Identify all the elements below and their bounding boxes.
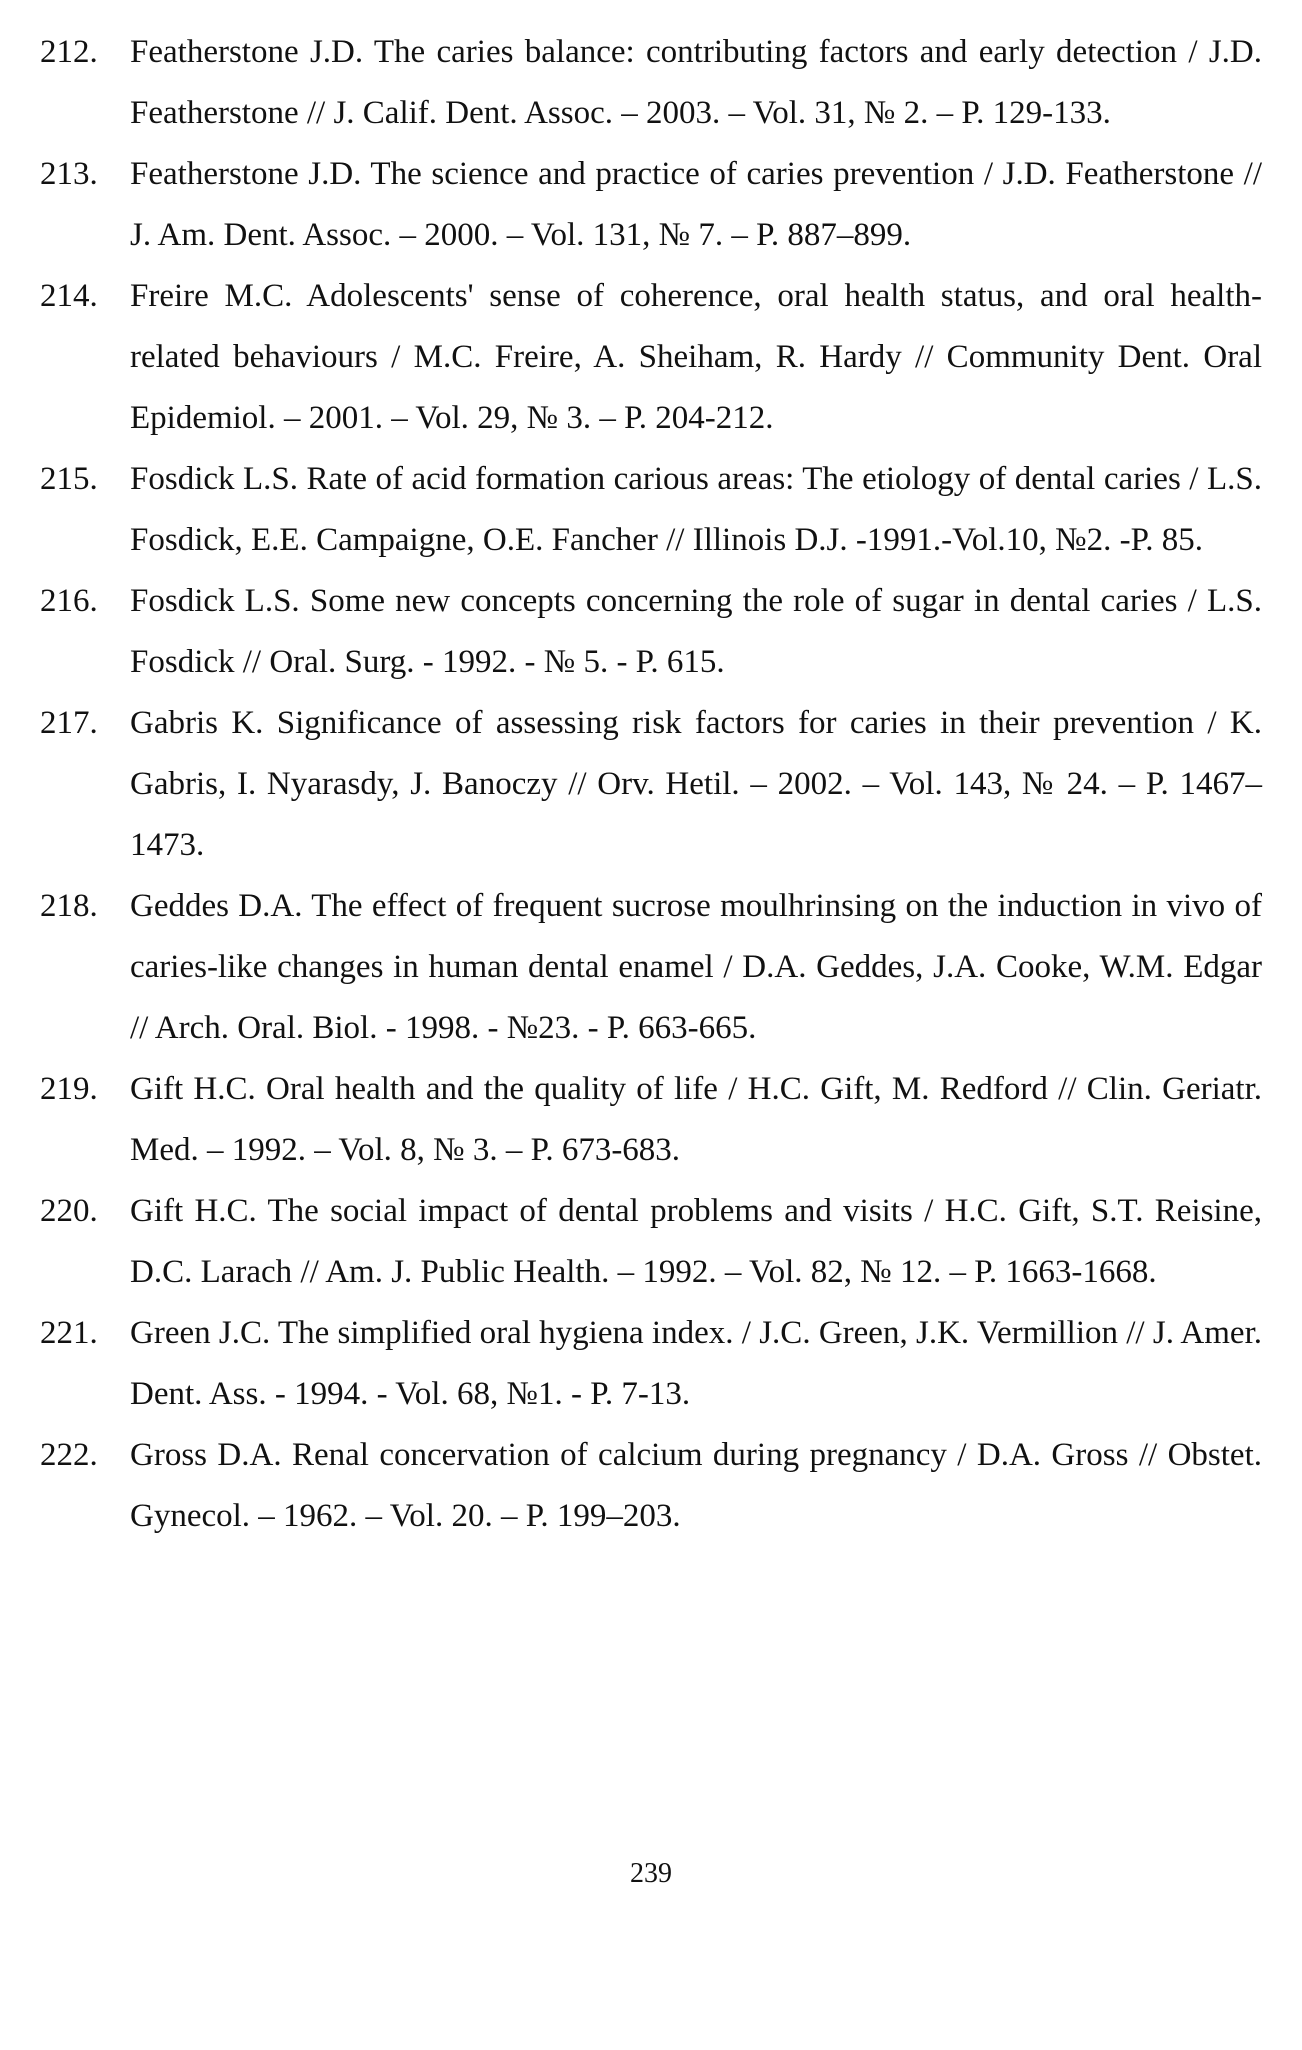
reference-item xyxy=(40,449,1262,571)
reference-text: Gross D.A. Renal concervation of calcium during pregnancy / D.A. Gross // Obstet. Gynecol. – 1962. – Vol. 20. – P. 199–203. xyxy=(130,1437,1262,1534)
reference-text: Green J.C. The simplified oral hygiena index. / J.C. Green, J.K. Vermillion // J. Amer. Dent. Ass. - 1994. - Vol. 68, №1. - P. 7-13. xyxy=(130,1315,1262,1412)
reference-number: 213. xyxy=(40,156,98,192)
reference-number: 212. xyxy=(40,34,98,70)
reference-item xyxy=(40,1181,1262,1303)
reference-item xyxy=(40,1425,1262,1547)
reference-item xyxy=(40,571,1262,693)
reference-list xyxy=(40,22,1262,1547)
reference-text: Gift H.C. Oral health and the quality of life / H.C. Gift, M. Redford // Clin. Geriatr. Med. – 1992. – Vol. 8, № 3. – P. 673-683. xyxy=(130,1071,1262,1168)
reference-item xyxy=(40,144,1262,266)
reference-number: 219. xyxy=(40,1071,98,1107)
reference-text: Geddes D.A. The effect of frequent sucrose moulhrinsing on the induction in vivo of caries-like changes in human dental enamel / D.A. Geddes, J.A. Cooke, W.M. Edgar // Arch. Oral. Biol. - 1998. - №23. - P. 663-665. xyxy=(130,888,1262,1046)
reference-item xyxy=(40,876,1262,1059)
reference-number: 216. xyxy=(40,583,98,619)
reference-item xyxy=(40,1303,1262,1425)
reference-number: 214. xyxy=(40,278,98,314)
reference-text: Featherstone J.D. The science and practice of caries prevention / J.D. Featherstone // J. Am. Dent. Assoc. – 2000. – Vol. 131, № 7. – P. 887–899. xyxy=(130,156,1262,253)
reference-number: 217. xyxy=(40,705,98,741)
reference-text: Freire M.C. Adolescents' sense of coherence, oral health status, and oral health-related behaviours / M.C. Freire, A. Sheiham, R. Hardy // Community Dent. Oral Epidemiol. – 2001. – Vol. 29, № 3. – P. 204-212. xyxy=(130,278,1262,436)
page-number: 239 xyxy=(630,1858,672,1889)
reference-item xyxy=(40,693,1262,876)
reference-item xyxy=(40,1059,1262,1181)
reference-text: Featherstone J.D. The caries balance: contributing factors and early detection / J.D. Featherstone // J. Calif. Dent. Assoc. – 2003. – Vol. 31, № 2. – P. 129-133. xyxy=(130,34,1262,131)
reference-item xyxy=(40,266,1262,449)
reference-number: 222. xyxy=(40,1437,98,1473)
reference-number: 220. xyxy=(40,1193,98,1229)
reference-item xyxy=(40,22,1262,144)
reference-text: Gabris K. Significance of assessing risk factors for caries in their prevention / K. Gabris, I. Nyarasdy, J. Banoczy // Orv. Hetil. – 2002. – Vol. 143, № 24. – P. 1467–1473. xyxy=(130,705,1262,863)
reference-text: Gift H.C. The social impact of dental problems and visits / H.C. Gift, S.T. Reisine, D.C. Larach // Am. J. Public Health. – 1992. – Vol. 82, № 12. – P. 1663-1668. xyxy=(130,1193,1262,1290)
reference-text: Fosdick L.S. Rate of acid formation carious areas: The etiology of dental caries / L.S. Fosdick, E.E. Campaigne, O.E. Fancher // Illinois D.J. -1991.-Vol.10, №2. -P. 85. xyxy=(130,461,1262,558)
reference-text: Fosdick L.S. Some new concepts concerning the role of sugar in dental caries / L.S. Fosdick // Oral. Surg. - 1992. - № 5. - P. 615. xyxy=(130,583,1262,680)
reference-number: 215. xyxy=(40,461,98,497)
reference-number: 218. xyxy=(40,888,98,924)
reference-number: 221. xyxy=(40,1315,98,1351)
